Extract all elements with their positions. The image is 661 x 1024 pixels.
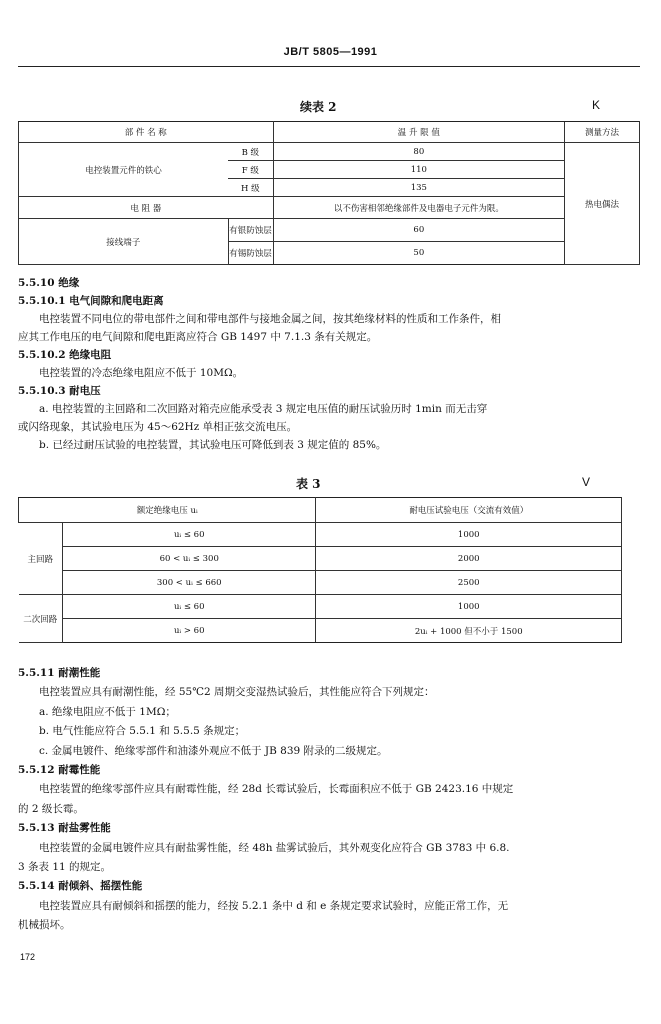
- grade-h: H 级: [228, 179, 273, 197]
- paragraph-insulation-resistance: 电控装置的冷态绝缘电阻应不低于 10MΩ。: [39, 367, 244, 379]
- paragraph-clearance-2: 应其工作电压的电气间隙和爬电距离应符合 GB 1497 中 7.1.3 条有关规定。: [18, 331, 378, 343]
- main-circuit-label: 主回路: [19, 523, 63, 595]
- table3-row-2-cond: 60 < uᵢ ≤ 300: [62, 547, 316, 571]
- secondary-circuit-label: 二次回路: [19, 595, 63, 643]
- paragraph-tilt-2: 机械损坏。: [18, 919, 71, 932]
- table2-title: 续表 2: [300, 100, 337, 114]
- paragraph-damp-intro: 电控装置应具有耐潮性能，经 55℃2 周期交变湿热试验后，其性能应符合下列规定：: [39, 686, 435, 699]
- table3-row-4-value: 1000: [316, 595, 622, 619]
- paragraph-saltfog-1: 电控装置的金属电镀件应具有耐盐雾性能，经 48h 盐雾试验后，其外观变化应符合 GB 3783 中 6.8.: [39, 841, 510, 854]
- paragraph-damp-c: c. 金属电镀件、绝缘零部件和油漆外观应不低于 JB 839 附录的二级规定。: [39, 744, 388, 757]
- table3-row-5-cond: uᵢ > 60: [62, 619, 316, 643]
- table2-header-method: 测量方法: [565, 122, 640, 143]
- table3-row-1-cond: uᵢ ≤ 60: [62, 523, 316, 547]
- table3: [18, 497, 622, 643]
- table3-title: 表 3: [296, 477, 321, 491]
- header-rule: [18, 66, 640, 67]
- heading-5-5-14: 5.5.14 耐倾斜、摇摆性能: [18, 880, 143, 893]
- heading-5-5-11: 5.5.11 耐潮性能: [18, 667, 101, 679]
- heading-5-5-10-3: 5.5.10.3 耐电压: [18, 385, 101, 397]
- paragraph-withstand-a1: a. 电控装置的主回路和二次回路对箱壳应能承受表 3 规定电压值的耐压试验历时 1min 而无击穿: [39, 403, 488, 415]
- core-label: 电控装置元件的铁心: [19, 143, 229, 197]
- terminal-tin-value: 50: [273, 242, 565, 265]
- table3-row-3-value: 2500: [316, 571, 622, 595]
- paragraph-damp-b: b. 电气性能应符合 5.5.1 和 5.5.5 条规定；: [39, 725, 246, 738]
- table2-header-limit: 温 升 限 值: [273, 122, 565, 143]
- heading-5-5-10-1: 5.5.10.1 电气间隙和爬电距离: [18, 295, 164, 307]
- grade-f-value: 110: [273, 161, 565, 179]
- resistor-value: 以不伤害相邻绝缘部件及电器电子元件为限。: [273, 197, 565, 219]
- grade-b: B 级: [228, 143, 273, 161]
- heading-5-5-13: 5.5.13 耐盐雾性能: [18, 822, 111, 835]
- method-value: 热电偶法: [565, 143, 640, 265]
- paragraph-tilt-1: 电控装置应具有耐倾斜和摇摆的能力，经按 5.2.1 条中 d 和 e 条规定要求试验时，应能正常工作，无: [39, 899, 509, 912]
- paragraph-clearance-1: 电控装置不同电位的带电部件之间和带电部件与接地金属之间，按其绝缘材料的性质和工作条件，相: [39, 313, 501, 325]
- table3-header-test: 耐电压试验电压（交流有效值）: [316, 498, 622, 523]
- table2: [18, 121, 640, 265]
- paragraph-saltfog-2: 3 条表 11 的规定。: [18, 861, 112, 874]
- terminal-silver-value: 60: [273, 219, 565, 242]
- table2-unit: K: [592, 98, 601, 112]
- table2-header-component: 部 件 名 称: [19, 122, 274, 143]
- table3-row-3-cond: 300 < uᵢ ≤ 660: [62, 571, 316, 595]
- grade-b-value: 80: [273, 143, 565, 161]
- grade-h-value: 135: [273, 179, 565, 197]
- terminal-silver-label: 有银防蚀层: [228, 219, 273, 242]
- page-number: 172: [20, 952, 36, 962]
- paragraph-mould-1: 电控装置的绝缘零部件应具有耐霉性能，经 28d 长霉试验后，长霉面积应不低于 GB 2423.16 中规定: [39, 783, 514, 796]
- heading-5-5-12: 5.5.12 耐霉性能: [18, 764, 101, 777]
- table3-row-2-value: 2000: [316, 547, 622, 571]
- resistor-label: 电 阻 器: [19, 197, 274, 219]
- heading-5-5-10: 5.5.10 绝缘: [18, 277, 80, 289]
- body-section-b: [18, 664, 640, 936]
- grade-f: F 级: [228, 161, 273, 179]
- body-section-a: [18, 274, 640, 454]
- paragraph-damp-a: a. 绝缘电阻应不低于 1MΩ；: [39, 705, 176, 718]
- heading-5-5-10-2: 5.5.10.2 绝缘电阻: [18, 349, 112, 361]
- document-header: JB/T 5805—1991: [283, 46, 378, 58]
- table3-unit: V: [582, 475, 591, 489]
- table3-row-5-value: 2uᵢ + 1000 但不小于 1500: [316, 619, 622, 643]
- terminal-label: 接线端子: [19, 219, 229, 265]
- paragraph-mould-2: 的 2 级长霉。: [18, 802, 84, 815]
- terminal-tin-label: 有锡防蚀层: [228, 242, 273, 265]
- paragraph-withstand-a2: 或闪络现象，其试验电压为 45～62Hz 单相正弦交流电压。: [18, 421, 298, 433]
- paragraph-withstand-b: b. 已经过耐压试验的电控装置，其试验电压可降低到表 3 规定值的 85%。: [39, 439, 387, 451]
- table3-header-rated: 额定绝缘电压 uᵢ: [19, 498, 316, 523]
- table3-row-1-value: 1000: [316, 523, 622, 547]
- table3-row-4-cond: uᵢ ≤ 60: [62, 595, 316, 619]
